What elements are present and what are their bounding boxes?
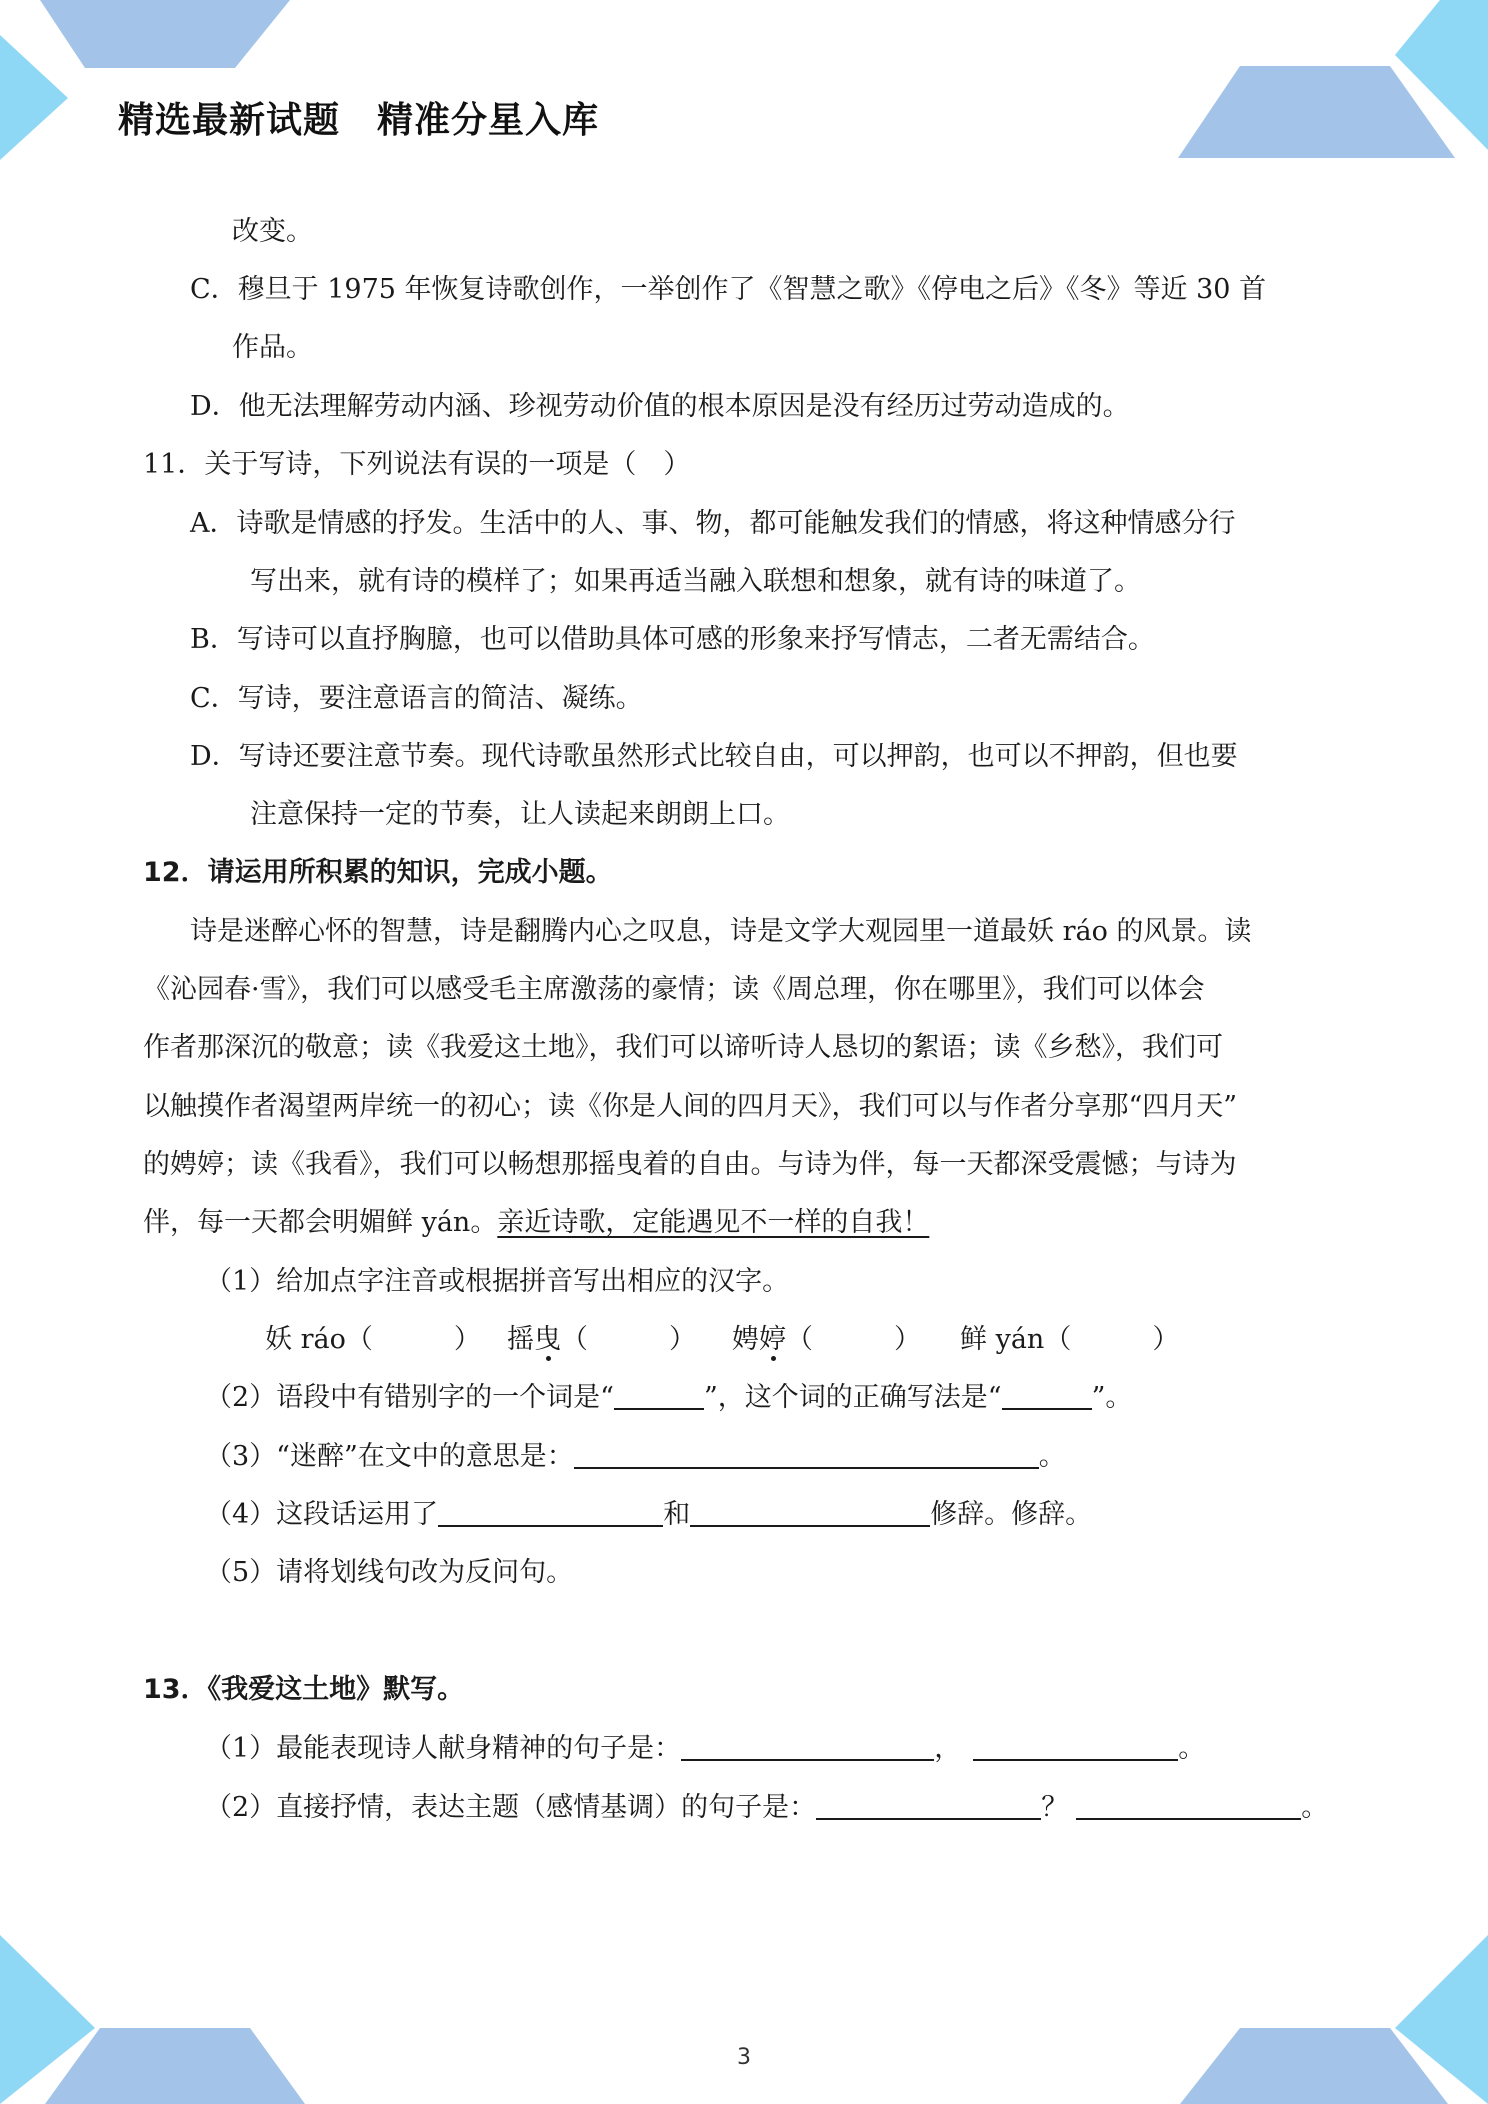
- q12-sub4-text-b: 和: [663, 1499, 691, 1530]
- q11-option-c: [190, 679, 643, 719]
- q12-pinyin-item-3-blank: （ ）: [786, 1324, 921, 1355]
- q11-option-b: [190, 620, 1155, 660]
- deco-top-left-triangle: [0, 35, 68, 160]
- q13-sub2: [205, 1788, 1328, 1828]
- q11-option-a: [190, 504, 1236, 544]
- q12-passage-line6-text: 伴，每一天都会明媚鲜 yán。: [143, 1207, 498, 1238]
- q12-sub3-text-b: 。: [1038, 1441, 1066, 1472]
- q12-underlined-sentence: 亲近诗歌，定能遇见不一样的自我！: [497, 1207, 930, 1238]
- q12-sub2-text-b: ”，这个词的正确写法是“: [703, 1382, 1002, 1413]
- q10-option-c-text: 穆旦于 1975 年恢复诗歌创作，一举创作了《智慧之歌》《停电之后》《冬》等近 30 首: [237, 274, 1267, 305]
- q13-sub1-blank-2[interactable]: [973, 1731, 1178, 1761]
- q13-sub2-text-c: 。: [1301, 1792, 1329, 1823]
- q13-stem: 13．《我爱这土地》默写。: [143, 1674, 465, 1705]
- q12-pinyin-item-4: 鲜 yán（ ）: [960, 1324, 1180, 1355]
- q12-sub3-blank[interactable]: [574, 1439, 1039, 1469]
- q13-sub1-text-b: ，: [934, 1733, 962, 1764]
- q11-option-a-label: A．: [190, 508, 237, 539]
- q12-sub3-text-a: （3）“迷醉”在文中的意思是：: [205, 1441, 574, 1472]
- q11-stem: 11．关于写诗，下列说法有误的一项是（ ）: [143, 449, 691, 480]
- page-number: 3: [737, 2045, 751, 2070]
- q12-pinyin-item-2: [507, 1320, 696, 1360]
- q12-passage-line3: 作者那深沉的敬意；读《我爱这土地》，我们可以谛听诗人恳切的絮语；读《乡愁》，我们可: [143, 1032, 1223, 1063]
- q12-sub4-text-c: 修辞。修辞。: [930, 1499, 1093, 1530]
- q13-sub2-text-b: ？: [1041, 1792, 1069, 1823]
- q12-sub1: （1）给加点字注音或根据拼音写出相应的汉字。: [205, 1266, 790, 1297]
- q11-option-a-line2: 写出来，就有诗的模样了；如果再适当融入联想和想象，就有诗的味道了。: [250, 566, 1141, 597]
- q10-option-d-text: 他无法理解劳动内涵、珍视劳动价值的根本原因是没有经历过劳动造成的。: [238, 391, 1130, 422]
- q12-passage-line2: 《沁园春·雪》，我们可以感受毛主席激荡的豪情；读《周总理，你在哪里》，我们可以体会: [143, 974, 1205, 1005]
- q12-sub2-blank-1[interactable]: [614, 1380, 704, 1410]
- q11-option-d-line2: 注意保持一定的节奏，让人读起来朗朗上口。: [250, 799, 790, 830]
- q12-pinyin-item-2-blank: （ ）: [561, 1324, 696, 1355]
- q12-passage-line6: [143, 1203, 929, 1243]
- q11-option-c-text: 写诗，要注意语言的简洁、凝练。: [237, 683, 643, 714]
- q12-sub2-text-a: （2）语段中有错别字的一个词是“: [205, 1382, 614, 1413]
- q12-sub4: [205, 1495, 1092, 1535]
- q13-sub1-text-c: 。: [1178, 1733, 1206, 1764]
- q10-option-d: [190, 387, 1130, 427]
- q12-pinyin-item-2-char: 摇: [507, 1324, 534, 1355]
- q10-option-c: [190, 270, 1266, 310]
- q11-option-d-label: D．: [190, 741, 239, 772]
- q12-dotted-char-ye: 曳: [534, 1324, 561, 1355]
- q13-sub1: [205, 1729, 1205, 1769]
- q11-option-b-text: 写诗可以直抒胸臆，也可以借助具体可感的形象来抒写情志，二者无需结合。: [236, 624, 1155, 655]
- q13-sub1-text-a: （1）最能表现诗人献身精神的句子是：: [205, 1733, 682, 1764]
- deco-top-left-trapezoid: [40, 0, 290, 68]
- q13-sub2-blank-1[interactable]: [816, 1790, 1041, 1820]
- q11-option-d: [190, 737, 1238, 777]
- q12-sub4-blank-1[interactable]: [438, 1497, 663, 1527]
- q12-sub2-text-c: ”。: [1091, 1382, 1133, 1413]
- q12-sub5: （5）请将划线句改为反问句。: [205, 1557, 574, 1588]
- header-title: 精选最新试题 精准分星入库: [118, 100, 600, 141]
- q12-stem: 12．请运用所积累的知识，完成小题。: [143, 857, 613, 888]
- q12-sub4-blank-2[interactable]: [690, 1497, 930, 1527]
- q12-passage-line4: 以触摸作者渴望两岸统一的初心；读《你是人间的四月天》，我们可以与作者分享那“四月天”: [143, 1091, 1238, 1122]
- q10-prev-option-tail: 改变。: [232, 216, 313, 247]
- q10-option-c-line2: 作品。: [232, 332, 313, 363]
- q12-passage-line5: 的娉婷；读《我看》，我们可以畅想那摇曳着的自由。与诗为伴，每一天都深受震憾；与诗为: [143, 1149, 1237, 1180]
- q12-dotted-char-ting: 婷: [759, 1324, 786, 1355]
- q12-sub2: [205, 1378, 1132, 1418]
- q12-pinyin-item-1: 妖 ráo（ ）: [265, 1324, 481, 1355]
- q12-sub3: [205, 1437, 1066, 1477]
- q13-sub2-text-a: （2）直接抒情，表达主题（感情基调）的句子是：: [205, 1792, 817, 1823]
- q12-pinyin-item-3-char: 娉: [732, 1324, 759, 1355]
- q12-sub4-text-a: （4）这段话运用了: [205, 1499, 439, 1530]
- q12-pinyin-item-3: [732, 1320, 921, 1360]
- q11-option-c-label: C．: [190, 683, 238, 714]
- q10-option-c-label: C．: [190, 274, 238, 305]
- q11-option-a-text: 诗歌是情感的抒发。生活中的人、事、物，都可能触发我们的情感，将这种情感分行: [236, 508, 1236, 539]
- q10-option-d-label: D．: [190, 391, 239, 422]
- q13-sub1-blank-1[interactable]: [681, 1731, 934, 1761]
- q12-passage-line1: 诗是迷醉心怀的智慧，诗是翻腾内心之叹息，诗是文学大观园里一道最妖 ráo 的风景。读: [190, 916, 1252, 947]
- deco-top-right-trapezoid: [1178, 66, 1455, 158]
- q12-sub2-blank-2[interactable]: [1002, 1380, 1092, 1410]
- q11-option-d-text: 写诗还要注意节奏。现代诗歌虽然形式比较自由，可以押韵，也可以不押韵，但也要: [238, 741, 1238, 772]
- q13-sub2-blank-2[interactable]: [1076, 1790, 1301, 1820]
- q11-option-b-label: B．: [190, 624, 237, 655]
